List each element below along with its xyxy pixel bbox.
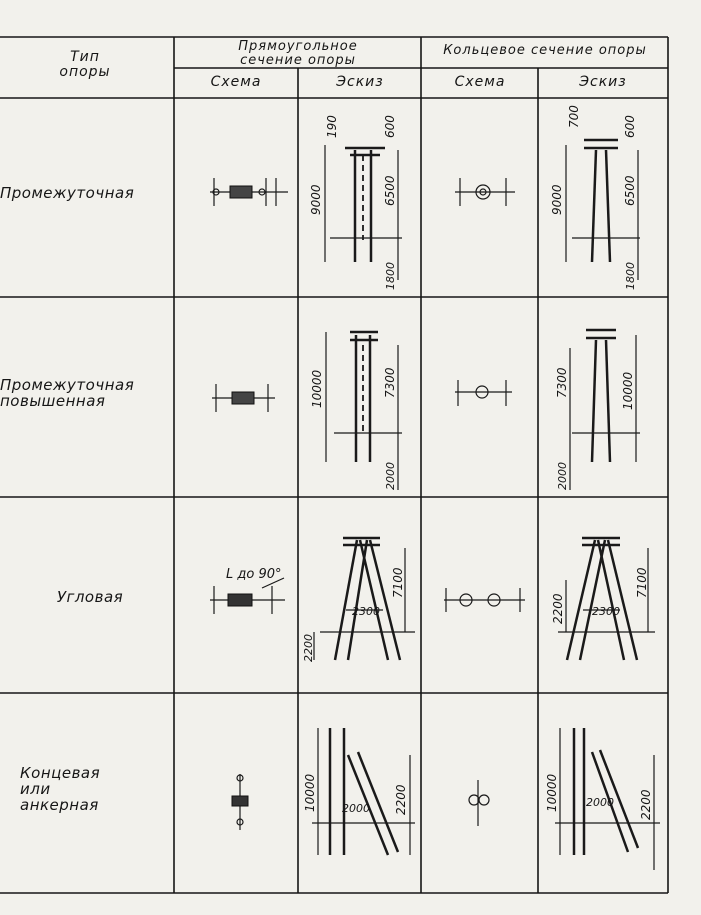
row4-rect-scheme xyxy=(232,774,248,830)
dim-label: 9000 xyxy=(309,184,323,215)
dim-label: 2000 xyxy=(556,462,569,490)
dim-label: 10000 xyxy=(545,773,559,812)
row-label-angle: Угловая xyxy=(56,588,124,606)
row-label-intermediate: Промежуточная xyxy=(0,184,135,202)
ring-sketch-header: Эскиз xyxy=(579,74,627,90)
row-label-terminal: Концевая или анкерная xyxy=(20,764,101,814)
dim-label: 190 xyxy=(325,115,339,138)
rect-section-header: Прямоугольное сечение опоры xyxy=(238,39,358,68)
dim-label: 7300 xyxy=(383,367,397,398)
dim-label: 2000 xyxy=(586,796,614,809)
dim-label: 2200 xyxy=(551,593,565,624)
dim-label: 2300 xyxy=(592,605,620,618)
angle-note: L до 90° xyxy=(226,567,282,582)
dim-label: 10000 xyxy=(310,369,324,408)
dim-label: 7100 xyxy=(635,567,649,598)
row-label-intermediate-raised: Промежуточная повышенная xyxy=(0,376,135,410)
dim-label: 10000 xyxy=(303,773,317,812)
dim-label: 700 xyxy=(567,105,581,128)
row4-ring-sketch xyxy=(545,728,660,870)
rect-scheme-header: Схема xyxy=(210,74,262,90)
dim-label: 2200 xyxy=(394,784,408,815)
type-column-header: Тип опоры xyxy=(59,49,111,80)
dim-label: 600 xyxy=(623,115,637,138)
dim-label: 6500 xyxy=(623,175,637,206)
dim-label: 2300 xyxy=(352,605,380,618)
dim-label: 2200 xyxy=(302,634,315,662)
dim-label: 7100 xyxy=(391,567,405,598)
dim-label: 1800 xyxy=(624,262,637,290)
row4-rect-sketch xyxy=(303,728,415,855)
dim-label: 1800 xyxy=(384,262,397,290)
rect-sketch-header: Эскиз xyxy=(336,74,384,90)
dim-label: 7300 xyxy=(555,367,569,398)
dim-label: 2200 xyxy=(639,789,653,820)
dim-label: 6500 xyxy=(383,175,397,206)
dim-label: 10000 xyxy=(621,371,635,410)
row4-ring-scheme xyxy=(469,780,489,826)
ring-scheme-header: Схема xyxy=(454,74,506,90)
dim-label: 2000 xyxy=(342,802,370,815)
dim-label: 9000 xyxy=(550,184,564,215)
ring-section-header: Кольцевое сечение опоры xyxy=(443,43,647,58)
dim-label: 2000 xyxy=(384,462,397,490)
dim-label: 600 xyxy=(383,115,397,138)
